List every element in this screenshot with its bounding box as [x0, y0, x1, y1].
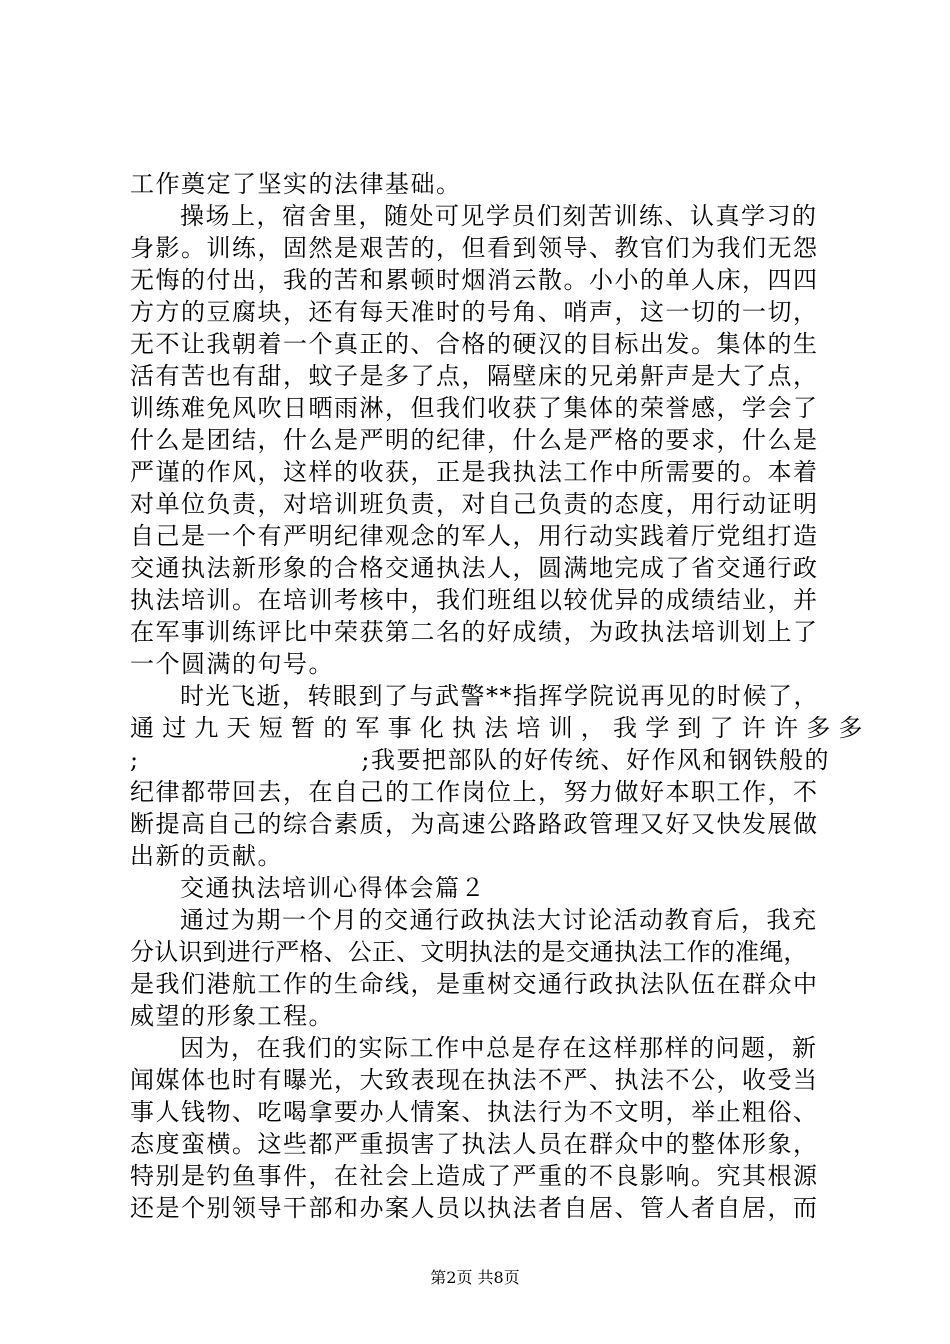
- document-body: [130, 168, 871, 1224]
- paragraph-line: 什么是团结，什么是严明的纪律，什么是严格的要求，什么是: [130, 426, 819, 454]
- paragraph-line: 身影。训练，固然是艰苦的，但看到领导、教官们为我们无怨: [130, 234, 819, 262]
- paragraph-line: 通过九天短暂的军事化执法培训，我学到了许许多多: [130, 714, 871, 742]
- paragraph-line: 在军事训练评比中荣获第二名的好成绩，为政执法培训划上了: [130, 618, 819, 646]
- paragraph-line: 断提高自己的综合素质，为高速公路路政管理又好又快发展做: [130, 810, 819, 838]
- paragraph-line: 无悔的付出，我的苦和累顿时烟消云散。小小的单人床，四四: [130, 266, 819, 294]
- section-heading: 交通执法培训心得体会篇２: [180, 874, 486, 902]
- paragraph-line: 自己是一个有严明纪律观念的军人，用行动实践着厅党组打造: [130, 522, 819, 550]
- paragraph-line-split: [130, 744, 830, 776]
- paragraph-fragment: ;: [130, 746, 140, 774]
- paragraph-line: 态度蛮横。这些都严重损害了执法人员在群众中的整体形象，: [130, 1130, 819, 1158]
- paragraph-line: 纪律都带回去，在自己的工作岗位上，努力做好本职工作，不: [130, 778, 819, 806]
- paragraph-line: 事人钱物、吃喝拿要办人情案、执法行为不文明，举止粗俗、: [130, 1098, 819, 1126]
- paragraph-line: 闻媒体也时有曝光，大致表现在执法不严、执法不公，收受当: [130, 1066, 819, 1094]
- page-number: 第2页 共8页: [430, 1268, 520, 1287]
- paragraph-line: 活有苦也有甜，蚊子是多了点，隔壁床的兄弟鼾声是大了点，: [130, 362, 819, 390]
- paragraph-line: 训练难免风吹日晒雨淋，但我们收获了集体的荣誉感，学会了: [130, 394, 819, 422]
- paragraph-line: 执法培训。在培训考核中，我们班组以较优异的成绩结业，并: [130, 586, 819, 614]
- paragraph-line: 严谨的作风，这样的收获，正是我执法工作中所需要的。本着: [130, 458, 819, 486]
- paragraph-line: 方方的豆腐块，还有每天准时的号角、哨声，这一切的一切，: [130, 298, 819, 326]
- paragraph-line: 因为，在我们的实际工作中总是存在这样那样的问题，新: [180, 1034, 818, 1062]
- paragraph-line: 是我们港航工作的生命线，是重树交通行政执法队伍在群众中: [130, 970, 819, 998]
- paragraph-line: 出新的贡献。: [130, 842, 283, 870]
- paragraph-line: 特别是钓鱼事件，在社会上造成了严重的不良影响。究其根源: [130, 1162, 819, 1190]
- paragraph-line: 分认识到进行严格、公正、文明执法的是交通执法工作的准绳，: [130, 938, 808, 966]
- paragraph-line: 威望的形象工程。: [130, 1002, 334, 1030]
- paragraph-line: 还是个别领导干部和办案人员以执法者自居、管人者自居，而: [130, 1194, 819, 1222]
- paragraph-line: 通过为期一个月的交通行政执法大讨论活动教育后，我充: [180, 906, 818, 934]
- paragraph-line: 操场上，宿舍里，随处可见学员们刻苦训练、认真学习的: [180, 202, 818, 230]
- paragraph-line: 对单位负责，对培训班负责，对自己负责的态度，用行动证明: [130, 490, 819, 518]
- paragraph-line: 一个圆满的句号。: [130, 650, 334, 678]
- paragraph-line: 交通执法新形象的合格交通执法人，圆满地完成了省交通行政: [130, 554, 819, 582]
- paragraph-fragment: ;我要把部队的好传统、好作风和钢铁般的: [361, 746, 830, 774]
- paragraph-line: 时光飞逝，转眼到了与武警**指挥学院说再见的时候了，: [180, 682, 819, 710]
- page-footer: [0, 1268, 950, 1288]
- paragraph-line: 无不让我朝着一个真正的、合格的硬汉的目标出发。集体的生: [130, 330, 819, 358]
- paragraph-line: 工作奠定了坚实的法律基础。: [130, 170, 462, 198]
